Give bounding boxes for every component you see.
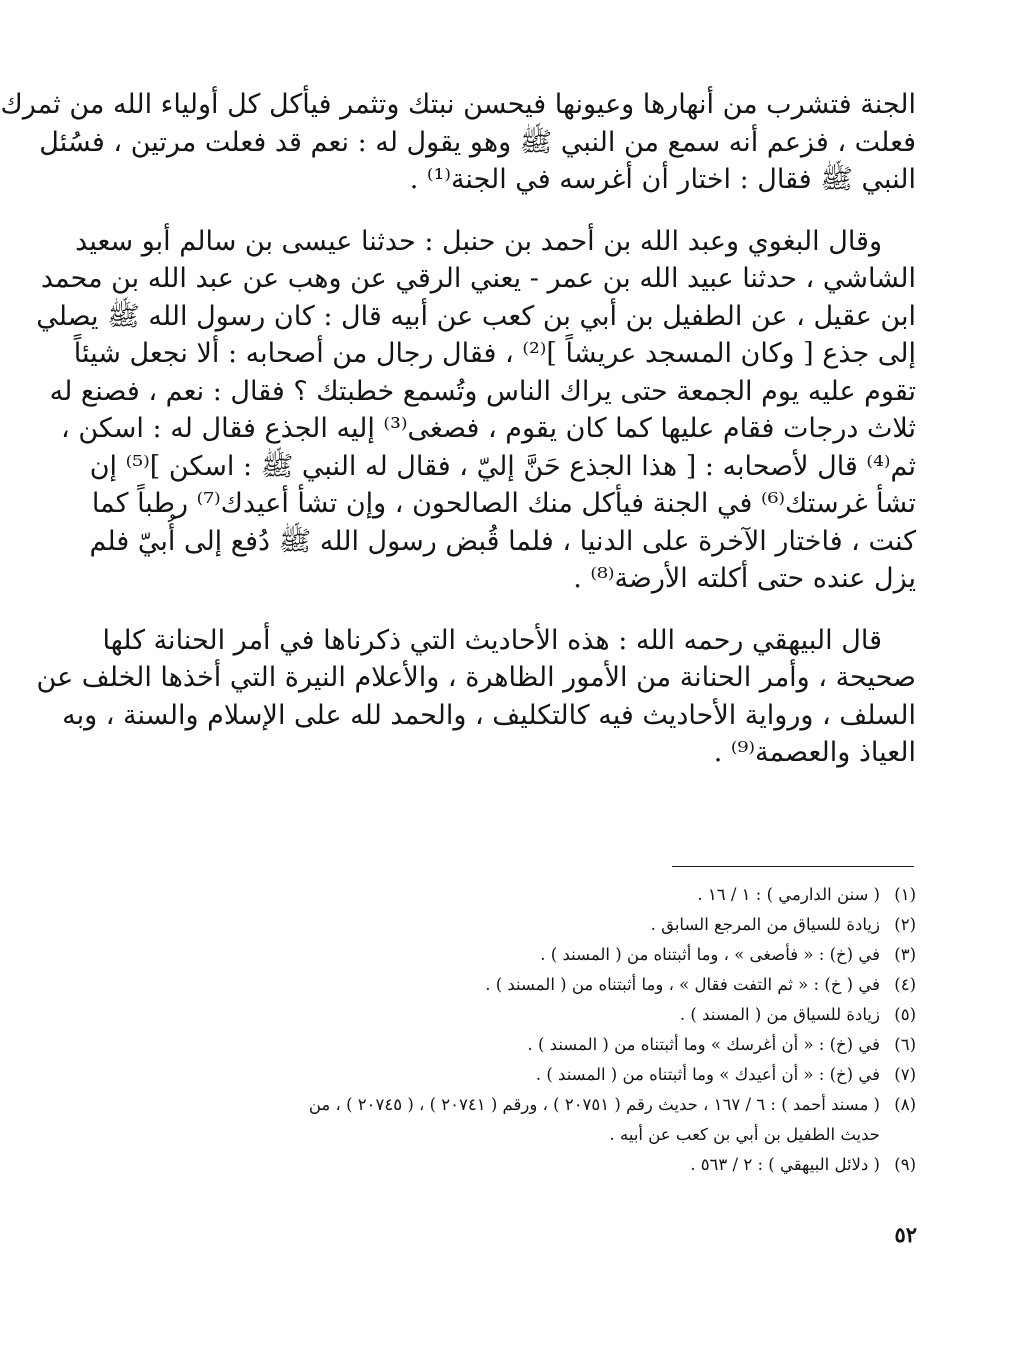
footnote-8 — [186, 1090, 916, 1150]
text-line: إلى جذع [ وكان المسجد عريشاً ]⁽²⁾ ، فقال رجال من أصحابه : ألا نجعل شيئاً — [73, 338, 916, 369]
text-line: الجنة فتشرب من أنهارها وعيونها فيحسن نبتك وتثمر فيأكل كل أولياء الله من ثمرك — [0, 89, 916, 120]
footnote-number: (٣) — [894, 945, 916, 964]
footnote-number: (٦) — [894, 1035, 916, 1054]
footnote-text: في (خ) : « أن أعيدك » وما أثبتناه من ( المسند ) . — [535, 1065, 880, 1084]
footnote-number: (١) — [894, 885, 916, 904]
footnote-number: (٥) — [894, 1005, 916, 1024]
text-line: النبي ﷺ فقال : اختار أن أغرسه في الجنة⁽¹⁾ . — [409, 164, 916, 195]
page-number: ٥٢ — [894, 1222, 917, 1247]
text-line: تقوم عليه يوم الجمعة حتى يراك الناس وتُسمع خطبتك ؟ فقال : نعم ، فصنع له — [49, 375, 916, 407]
text-line: الشاشي ، حدثنا عبيد الله بن عمر - يعني الرقي عن وهب عن عبد الله بن محمد — [40, 263, 916, 294]
text-line: العياذ والعصمة⁽⁹⁾ . — [713, 737, 916, 768]
text-line: وقال البغوي وعبد الله بن أحمد بن حنبل : حدثنا عيسى بن سالم أبو سعيد — [75, 225, 882, 257]
text-line: السلف ، ورواية الأحاديث فيه كالتكليف ، والحمد لله على الإسلام والسنة ، وبه — [62, 699, 916, 731]
footnote-4 — [186, 970, 916, 1000]
footnote-text-line: حديث الطفيل بن أبي بن كعب عن أبيه . — [609, 1125, 880, 1144]
footnote-6 — [186, 1030, 916, 1060]
footnote-3 — [186, 940, 916, 970]
text-line: قال البيهقي رحمه الله : هذه الأحاديث التي ذكرناها في أمر الحنانة كلها — [102, 624, 882, 656]
text-line: ثلاث درجات فقام عليها كما كان يقوم ، فصغى⁽³⁾ إليه الجذع فقال له : اسكن ، — [61, 413, 916, 444]
footnote-text-line: ( مسند أحمد ) : ٦ / ١٦٧ ، حديث رقم ( ٢٠٧٥١ ) ، ورقم ( ٢٠٧٤١ ) ، ( ٢٠٧٤٥ ) ، من — [308, 1095, 880, 1114]
footnote-text: في (خ) : « فأصغى » ، وما أثبتناه من ( المسند ) . — [540, 945, 880, 964]
footnote-number: (٤) — [894, 975, 916, 994]
footnote-text: زيادة للسياق من ( المسند ) . — [679, 1005, 880, 1024]
footnote-5 — [186, 1000, 916, 1030]
text-line: فعلت ، فزعم أنه سمع من النبي ﷺ وهو يقول له : نعم قد فعلت مرتين ، فسُئل — [39, 126, 916, 158]
text-line: يزل عنده حتى أكلته الأرضة⁽⁸⁾ . — [573, 563, 916, 594]
text-line: تشأ غرستك⁽⁶⁾ في الجنة فيأكل منك الصالحون ، وإن تشأ أعيدك⁽⁷⁾ رطباً كما — [91, 488, 916, 519]
footnotes — [186, 880, 916, 1180]
footnote-text: زيادة للسياق من المرجع السابق . — [650, 915, 880, 934]
footnote-1 — [186, 880, 916, 910]
footnote-divider — [672, 866, 914, 867]
text-line: صحيحة ، وأمر الحنانة من الأمور الظاهرة ، والأعلام النيرة التي أخذها الخلف عن — [36, 662, 916, 693]
footnote-text: ( سنن الدارمي ) : ١ / ١٦ . — [697, 885, 880, 904]
footnote-number: (٨) — [894, 1095, 916, 1114]
paragraph-2 — [36, 223, 916, 598]
footnote-9 — [186, 1150, 916, 1180]
text-line: ثم⁽⁴⁾ قال لأصحابه : [ هذا الجذع حَنَّ إليّ ، فقال له النبي ﷺ : اسكن ]⁽⁵⁾ إن — [89, 450, 916, 482]
footnote-text: في (خ) : « أن أغرسك » وما أثبتناه من ( المسند ) . — [527, 1035, 880, 1054]
footnote-text: في ( خ) : « ثم التفت فقال » ، وما أثبتناه من ( المسند ) . — [485, 975, 880, 994]
main-text — [0, 86, 916, 796]
paragraph-1 — [0, 86, 916, 199]
footnote-number: (٩) — [894, 1155, 916, 1174]
paragraph-3 — [36, 622, 916, 772]
text-line: كنت ، فاختار الآخرة على الدنيا ، فلما قُبض رسول الله ﷺ دُفع إلى أُبيّ فلم — [89, 525, 916, 557]
footnote-7 — [186, 1060, 916, 1090]
footnote-2 — [186, 910, 916, 940]
footnote-number: (٢) — [894, 915, 916, 934]
footnote-text: ( دلائل البيهقي ) : ٢ / ٥٦٣ . — [690, 1155, 880, 1174]
text-line: ابن عقيل ، عن الطفيل بن أبي بن كعب عن أبيه قال : كان رسول الله ﷺ يصلي — [36, 300, 916, 332]
footnote-number: (٧) — [894, 1065, 916, 1084]
footnote-text — [186, 1090, 880, 1150]
